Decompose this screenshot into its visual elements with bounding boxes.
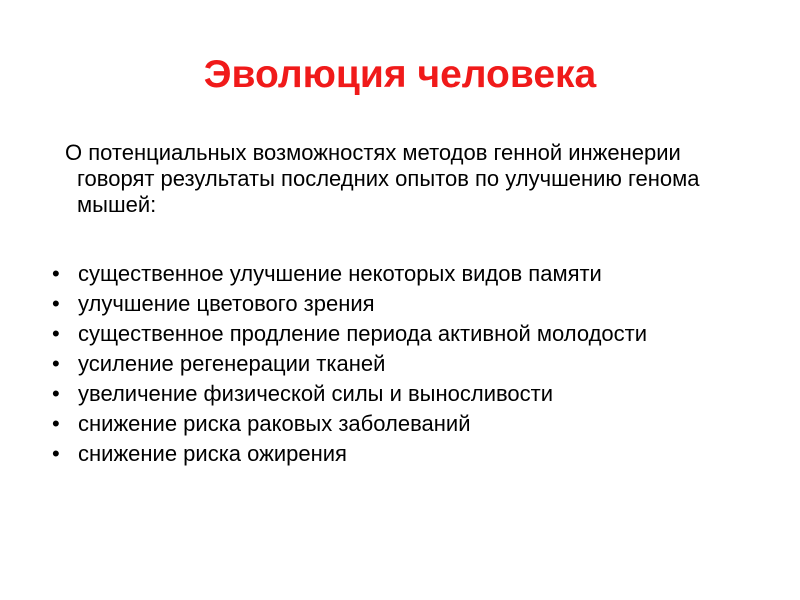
bullet-icon: •: [52, 321, 60, 346]
list-item-text: улучшение цветового зрения: [78, 291, 375, 316]
intro-paragraph: О потенциальных возможностях методов генной инженерии говорят результаты последних опытов по улучшению генома мышей:: [65, 140, 700, 217]
bullet-icon: •: [52, 291, 60, 316]
list-item: [48, 321, 748, 347]
bullet-list: [48, 261, 748, 471]
list-item-text: снижение риска ожирения: [78, 441, 347, 466]
list-item: [48, 381, 748, 407]
bullet-icon: •: [52, 351, 60, 376]
slide-title: Эволюция человека: [203, 53, 597, 96]
list-item-text: существенное продление периода активной молодости: [78, 321, 648, 346]
bullet-icon: •: [52, 381, 60, 406]
list-item-text: увеличение физической силы и выносливости: [78, 381, 554, 406]
list-item: [48, 351, 748, 377]
list-item: [48, 261, 748, 287]
list-item: [48, 291, 748, 317]
bullet-icon: •: [52, 411, 60, 436]
list-item: [48, 441, 748, 467]
list-item: [48, 411, 748, 437]
list-item-text: снижение риска раковых заболеваний: [78, 411, 471, 436]
list-item-text: существенное улучшение некоторых видов памяти: [78, 261, 602, 286]
bullet-icon: •: [52, 261, 60, 286]
list-item-text: усиление регенерации тканей: [78, 351, 386, 376]
bullet-icon: •: [52, 441, 60, 466]
